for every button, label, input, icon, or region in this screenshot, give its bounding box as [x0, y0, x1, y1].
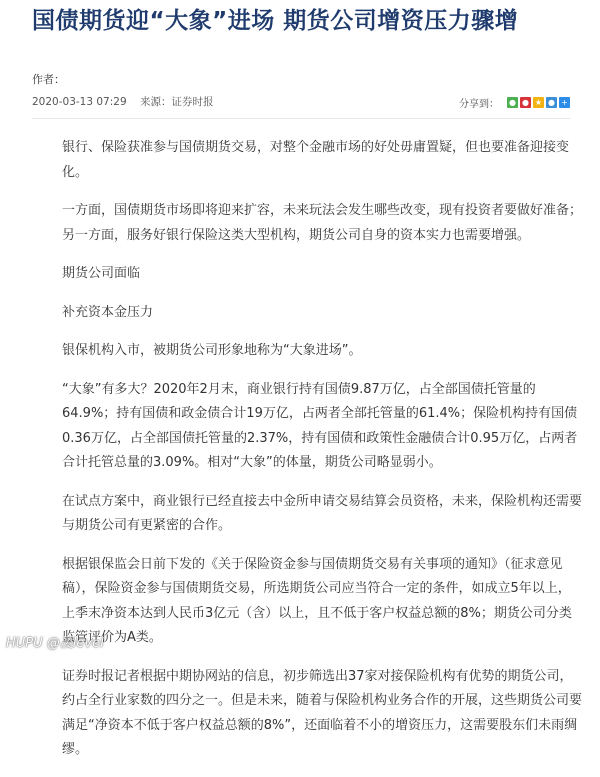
qq-share-icon[interactable]: ●	[546, 97, 557, 108]
article-meta	[32, 94, 223, 109]
article-source: 来源：证券时报	[139, 96, 214, 108]
article-body	[62, 136, 582, 777]
wechat-share-icon[interactable]: ●	[507, 97, 518, 108]
paragraph: 根据银保监会日前下发的《关于保险资金参与国债期货交易有关事项的通知》（征求意见稿），保险资金参与国债期货交易，所选期货公司应当符合一定的条件，如成立5年以上，上季末净资本达到人民币3亿元（含）以上，且不低于客户权益总额的8%；期货公司分类监管评价为A类。	[62, 556, 572, 645]
author-label: 作者：	[32, 73, 65, 86]
header-divider	[32, 118, 570, 119]
paragraph: 证券时报记者根据中期协网站的信息，初步筛选出37家对接保险机构有优势的期货公司，约占全行业家数的四分之一。但是未来，随着与保险机构业务合作的开展，这些期货公司要满足“净资本不低于客户权益总额的8%”，还面临着不小的增资压力，这需要股东们未雨绸缪。	[62, 668, 583, 757]
paragraph: 补充资本金压力	[62, 304, 154, 320]
watermark: HUPU @凌level	[6, 636, 104, 651]
paragraph: 银保机构入市，被期货公司形象地称为“大象进场”。	[62, 343, 362, 358]
paragraph: “大象”有多大？2020年2月末，商业银行持有国债9.87万亿，占全部国债托管量的64.9%；持有国债和政金债合计19万亿，占两者全部托管量的61.4%；保险机构持有国债0.36万亿，占全部国债托管量的2.37%，持有国债和政策性金融债合计0.95万亿，占两者合计托管总量的3.09%。相对“大象”的体量，期货公司略显弱小。	[62, 381, 578, 470]
paragraph: 在试点方案中，商业银行已经直接去中金所申请交易结算会员资格，未来，保险机构还需要与期货公司有更紧密的合作。	[62, 493, 583, 533]
paragraph: 一方面，国债期货市场即将迎来扩容，未来玩法会发生哪些改变，现有投资者要做好准备；另一方面，服务好银行保险这类大型机构，期货公司自身的资本实力也需要增强。	[62, 203, 583, 243]
article-title: 国债期货迎“大象”进场 期货公司增资压力骤增	[32, 8, 519, 34]
publish-datetime: 2020-03-13 07:29	[32, 96, 127, 108]
paragraph: 银行、保险获准参与国债期货交易，对整个金融市场的好处毋庸置疑，但也要准备迎接变化。	[62, 140, 570, 180]
paragraph: 期货公司面临	[62, 266, 141, 281]
share-label: 分享到：	[459, 99, 499, 110]
more-share-icon[interactable]: +	[559, 97, 570, 108]
weibo-share-icon[interactable]: ●	[520, 97, 531, 108]
share-bar	[459, 95, 570, 110]
qzone-share-icon[interactable]: ★	[534, 97, 543, 107]
